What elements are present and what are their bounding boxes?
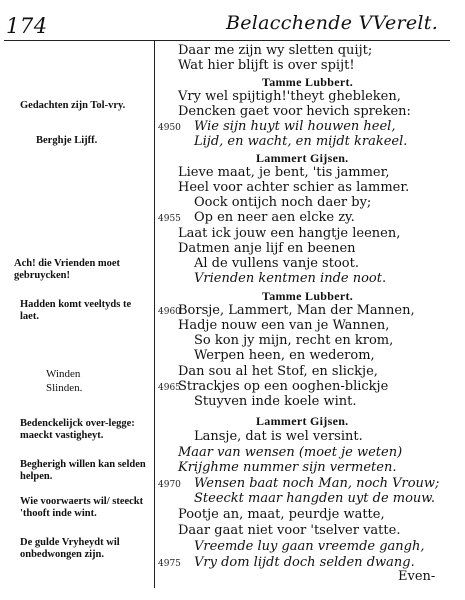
- marginal-gloss: Berghje Lijff.: [36, 135, 98, 146]
- verse-line: Daar gaat niet voor 'tselver vatte.: [178, 523, 401, 538]
- verse-line: Heel voor achter schier as lammer.: [178, 180, 410, 195]
- verse-line: Dencken gaet voor hevich spreken:: [178, 104, 411, 119]
- catchword: Even-: [398, 569, 436, 584]
- line-number: 4965: [158, 383, 181, 393]
- verse-line: Maar van wensen (moet je weten): [178, 445, 403, 460]
- verse-line: Krijghme nummer sijn vermeten.: [178, 460, 397, 475]
- verse-line: Lijd, en wacht, en mijdt krakeel.: [194, 134, 408, 149]
- marginal-gloss: Slinden.: [46, 382, 83, 394]
- speaker-heading: Lammert Gijsen.: [256, 414, 349, 428]
- verse-line: Steeckt maar hangden uyt de mouw.: [194, 491, 436, 506]
- margin-rule: [154, 40, 155, 588]
- speaker-heading: Tamme Lubbert.: [262, 75, 354, 89]
- verse-line: Al de vullens vanje stoot.: [194, 256, 359, 271]
- page-number: 174: [6, 14, 48, 38]
- marginal-gloss: De gulde Vryheydt wil onbedwongen zijn.: [20, 537, 120, 560]
- marginal-gloss: Gedachten zijn Tol-vry.: [20, 100, 126, 111]
- verse-line: Werpen heen, en wederom,: [194, 348, 375, 363]
- marginal-gloss: Begherigh willen kan selden helpen.: [20, 459, 146, 482]
- verse-line: Hadje nouw een van je Wannen,: [178, 318, 390, 333]
- marginal-gloss: Ach! die Vrienden moet gebruycken!: [14, 258, 121, 281]
- running-title: Belacchende VVerelt.: [226, 12, 439, 34]
- verse-line: Vry dom lijdt doch selden dwang.: [194, 555, 415, 570]
- verse-line: So kon jy mijn, recht en krom,: [194, 333, 394, 348]
- verse-line: Pootje an, maat, peurdje watte,: [178, 507, 385, 522]
- verse-line: Dan sou al het Stof, en slickje,: [178, 364, 378, 379]
- line-number: 4950: [158, 123, 181, 133]
- verse-line: Oock ontijch noch daer by;: [194, 195, 372, 210]
- header-rule: [4, 40, 450, 41]
- verse-line: Wat hier blijft is over spijt!: [178, 58, 355, 73]
- speaker-heading: Lammert Gijsen.: [256, 151, 349, 165]
- speaker-heading: Tamme Lubbert.: [262, 289, 354, 303]
- marginal-gloss: Bedenckelijck over-legge: maeckt vastigheyt.: [20, 418, 135, 441]
- marginal-gloss: Wie voorwaerts wil/ steeckt 'thooft inde wint.: [20, 496, 144, 519]
- verse-line: Strackjes op een ooghen-blickje: [178, 379, 389, 394]
- verse-line: Lieve maat, je bent, 'tis jammer,: [178, 165, 390, 180]
- verse-line: Stuyven inde koele wint.: [194, 394, 357, 409]
- verse-line: Daar me zijn wy sletten quijt;: [178, 43, 373, 58]
- verse-line: Vry wel spijtigh!'theyt ghebleken,: [178, 89, 401, 104]
- line-number: 4960: [158, 307, 181, 317]
- verse-line: Wensen baat noch Man, noch Vrouw;: [194, 476, 440, 491]
- verse-line: Laat ick jouw een hangtje leenen,: [178, 226, 401, 241]
- verse-line: Op en neer aen elcke zy.: [194, 210, 355, 225]
- verse-line: Wie sijn huyt wil houwen heel,: [194, 119, 396, 134]
- verse-line: Vrienden kentmen inde noot.: [194, 271, 387, 286]
- line-number: 4970: [158, 480, 181, 490]
- verse-line: Borsje, Lammert, Man der Mannen,: [178, 303, 415, 318]
- verse-line: Lansje, dat is wel versint.: [194, 429, 363, 444]
- marginal-gloss: Winden: [46, 368, 81, 380]
- verse-line: Datmen anje lijf en beenen: [178, 241, 356, 256]
- marginal-gloss: Hadden komt veeltyds te laet.: [20, 299, 132, 322]
- line-number: 4955: [158, 214, 181, 224]
- verse-line: Vreemde luy gaan vreemde gangh,: [194, 539, 425, 554]
- line-number: 4975: [158, 559, 181, 569]
